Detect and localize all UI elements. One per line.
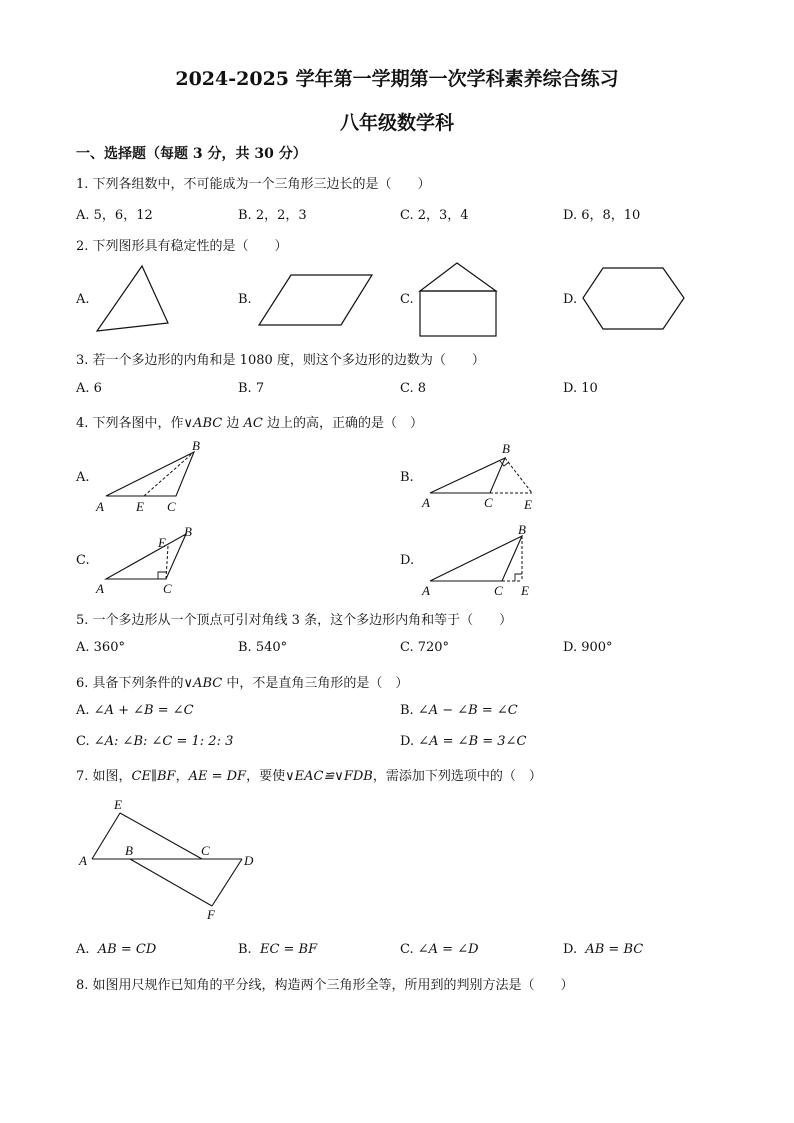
q7-option-d [563,942,643,957]
q4-option-d: D. [400,553,415,568]
q7-stem-part: ，要使 [246,769,286,784]
q5-option-d: D. 900° [563,640,613,655]
q7-math-parallel: CE∥BF [131,769,176,784]
q4d-label-b: B [518,522,526,537]
q7-math-congruent: ∨EAC≌∨FDB [285,769,373,784]
q6-option-c-letter: C. [76,734,90,749]
q7-label-d: D [244,853,254,868]
q4c-label-a: A [96,581,104,596]
q7-label-c: C [201,843,210,858]
q4-stem-part: 边 [222,416,244,431]
q4d-label-c: C [494,583,503,598]
q4-math-side: AC [243,416,263,431]
q6-option-d [400,734,526,749]
q3-option-c: C. 8 [400,381,427,396]
q7-option-c [400,942,479,957]
q4b-label-c: C [484,495,493,510]
q7-option-c-letter: C. [400,942,414,957]
q7-option-d-letter: D. [563,942,578,957]
q2-option-c: C. [400,292,414,307]
q7-label-f: F [207,907,215,922]
question-5-stem: 5. 一个多边形从一个顶点可引对角线 3 条，这个多边形内角和等于（ ） [76,613,513,628]
q1-option-a: A. 5，6，12 [76,208,153,223]
q4-option-a: A. [76,470,90,485]
question-4-stem [76,412,423,431]
q2-option-d: D. [563,292,578,307]
q4c-figure [96,522,216,602]
q7-option-c-math: ∠A = ∠D [417,942,479,957]
q1-option-b: B. 2，2，3 [238,208,307,223]
q4d-label-a: A [422,583,430,598]
q4a-label-e: E [136,499,144,514]
q4c-label-b: B [184,524,192,539]
q4b-label-e: E [524,497,532,512]
q3-option-d: D. 10 [563,381,598,396]
question-3-stem: 3. 若一个多边形的内角和是 1080 度，则这个多边形的边数为（ ） [76,353,485,368]
q4-stem-part: 4. 下列各图中，作 [76,416,184,431]
q6-option-c [76,734,233,749]
q6-option-b-math: ∠A − ∠B = ∠C [417,703,518,718]
q4b-label-b: B [502,441,510,456]
q4-option-b: B. [400,470,414,485]
q2-figure-triangle [92,262,172,342]
q7-label-a: A [79,853,87,868]
section-heading: 一、选择题（每题 3 分，共 30 分） [76,146,307,162]
q2-figure-house-shape [418,260,502,340]
q4d-label-e: E [521,583,529,598]
q5-option-c: C. 720° [400,640,450,655]
question-7-stem [76,765,542,784]
q7-option-a-math: AB = CD [97,942,157,957]
q7-stem-part: ， [175,769,189,784]
q4a-label-c: C [167,499,176,514]
q7-option-b-math: EC = BF [259,942,318,957]
q6-stem-part: 中，不是直角三角形的是（ ） [222,676,409,691]
q7-label-b: B [125,843,133,858]
q3-option-b: B. 7 [238,381,265,396]
q1-option-d: D. 6，8，10 [563,208,641,223]
question-2-stem: 2. 下列图形具有稳定性的是（ ） [76,239,288,254]
question-8-stem: 8. 如图用尺规作已知角的平分线，构造两个三角形全等，所用到的判别方法是（ ） [76,978,574,993]
q6-option-b-letter: B. [400,703,414,718]
q6-option-c-math: ∠A: ∠B: ∠C = 1: 2: 3 [93,734,234,749]
q2-option-b: B. [238,292,252,307]
q7-option-a [76,942,156,957]
page-subtitle: 八年级数学科 [339,112,454,134]
q5-option-b: B. 540° [238,640,288,655]
q4-option-c: C. [76,553,90,568]
q6-option-b [400,703,518,718]
q7-stem-part: ，需添加下列选项中的（ ） [372,769,542,784]
q6-stem-part: 6. 具备下列条件的 [76,676,184,691]
page-title: 2024-2025 学年第一学期第一次学科素养综合练习 [175,68,619,90]
q6-option-d-letter: D. [400,734,415,749]
q4c-label-c: C [163,581,172,596]
question-6-stem [76,672,408,691]
q6-math-triangle: ∨ABC [183,676,223,691]
q1-option-c: C. 2，3，4 [400,208,469,223]
q7-label-e: E [114,797,122,812]
q4d-figure [420,522,550,602]
q6-option-a [76,703,194,718]
q4b-figure [420,438,550,518]
q4c-label-e: E [158,535,166,550]
q2-figure-parallelogram [255,272,375,332]
q4a-label-b: B [192,438,200,453]
q4-math-triangle: ∨ABC [183,416,223,431]
q4b-label-a: A [422,495,430,510]
q7-figure [78,797,278,927]
q7-option-a-letter: A. [76,942,90,957]
q5-option-a: A. 360° [76,640,125,655]
q2-figure-hexagon [580,266,690,336]
q6-option-d-math: ∠A = ∠B = 3∠C [418,734,527,749]
q4-stem-part: 边上的高，正确的是（ ） [262,416,423,431]
q6-option-a-letter: A. [76,703,90,718]
q7-option-b-letter: B. [238,942,252,957]
q3-option-a: A. 6 [76,381,102,396]
q4a-figure [96,438,216,518]
q2-option-a: A. [76,292,90,307]
q6-option-a-math: ∠A + ∠B = ∠C [93,703,194,718]
q7-math-equal: AE = DF [188,769,247,784]
q7-option-b [238,942,317,957]
question-1-stem: 1. 下列各组数中，不可能成为一个三角形三边长的是（ ） [76,177,431,192]
q4a-label-a: A [96,499,104,514]
q7-option-d-math: AB = BC [585,942,644,957]
q7-stem-part: 7. 如图， [76,769,132,784]
